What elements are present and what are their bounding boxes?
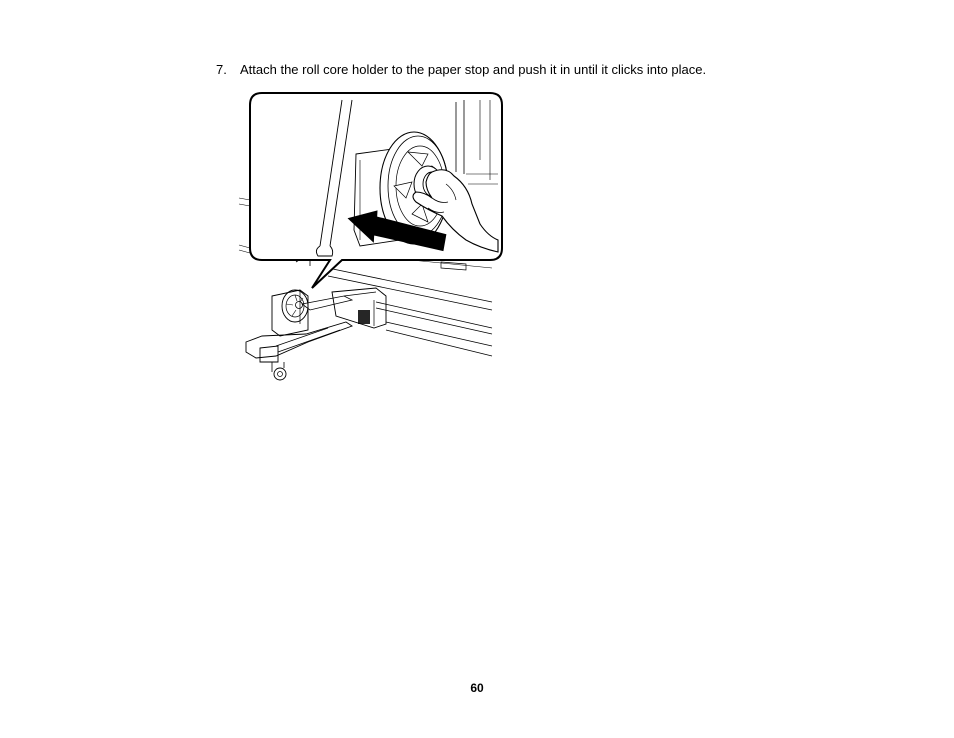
page-number: 60 — [470, 681, 484, 695]
step-number: 7. — [216, 62, 227, 77]
step-instruction — [216, 62, 706, 78]
callout-magnified-view — [250, 93, 502, 288]
step-text: Attach the roll core holder to the paper stop and push it in until it clicks into place. — [240, 62, 707, 77]
roll-core-holder-illustration — [236, 90, 506, 386]
